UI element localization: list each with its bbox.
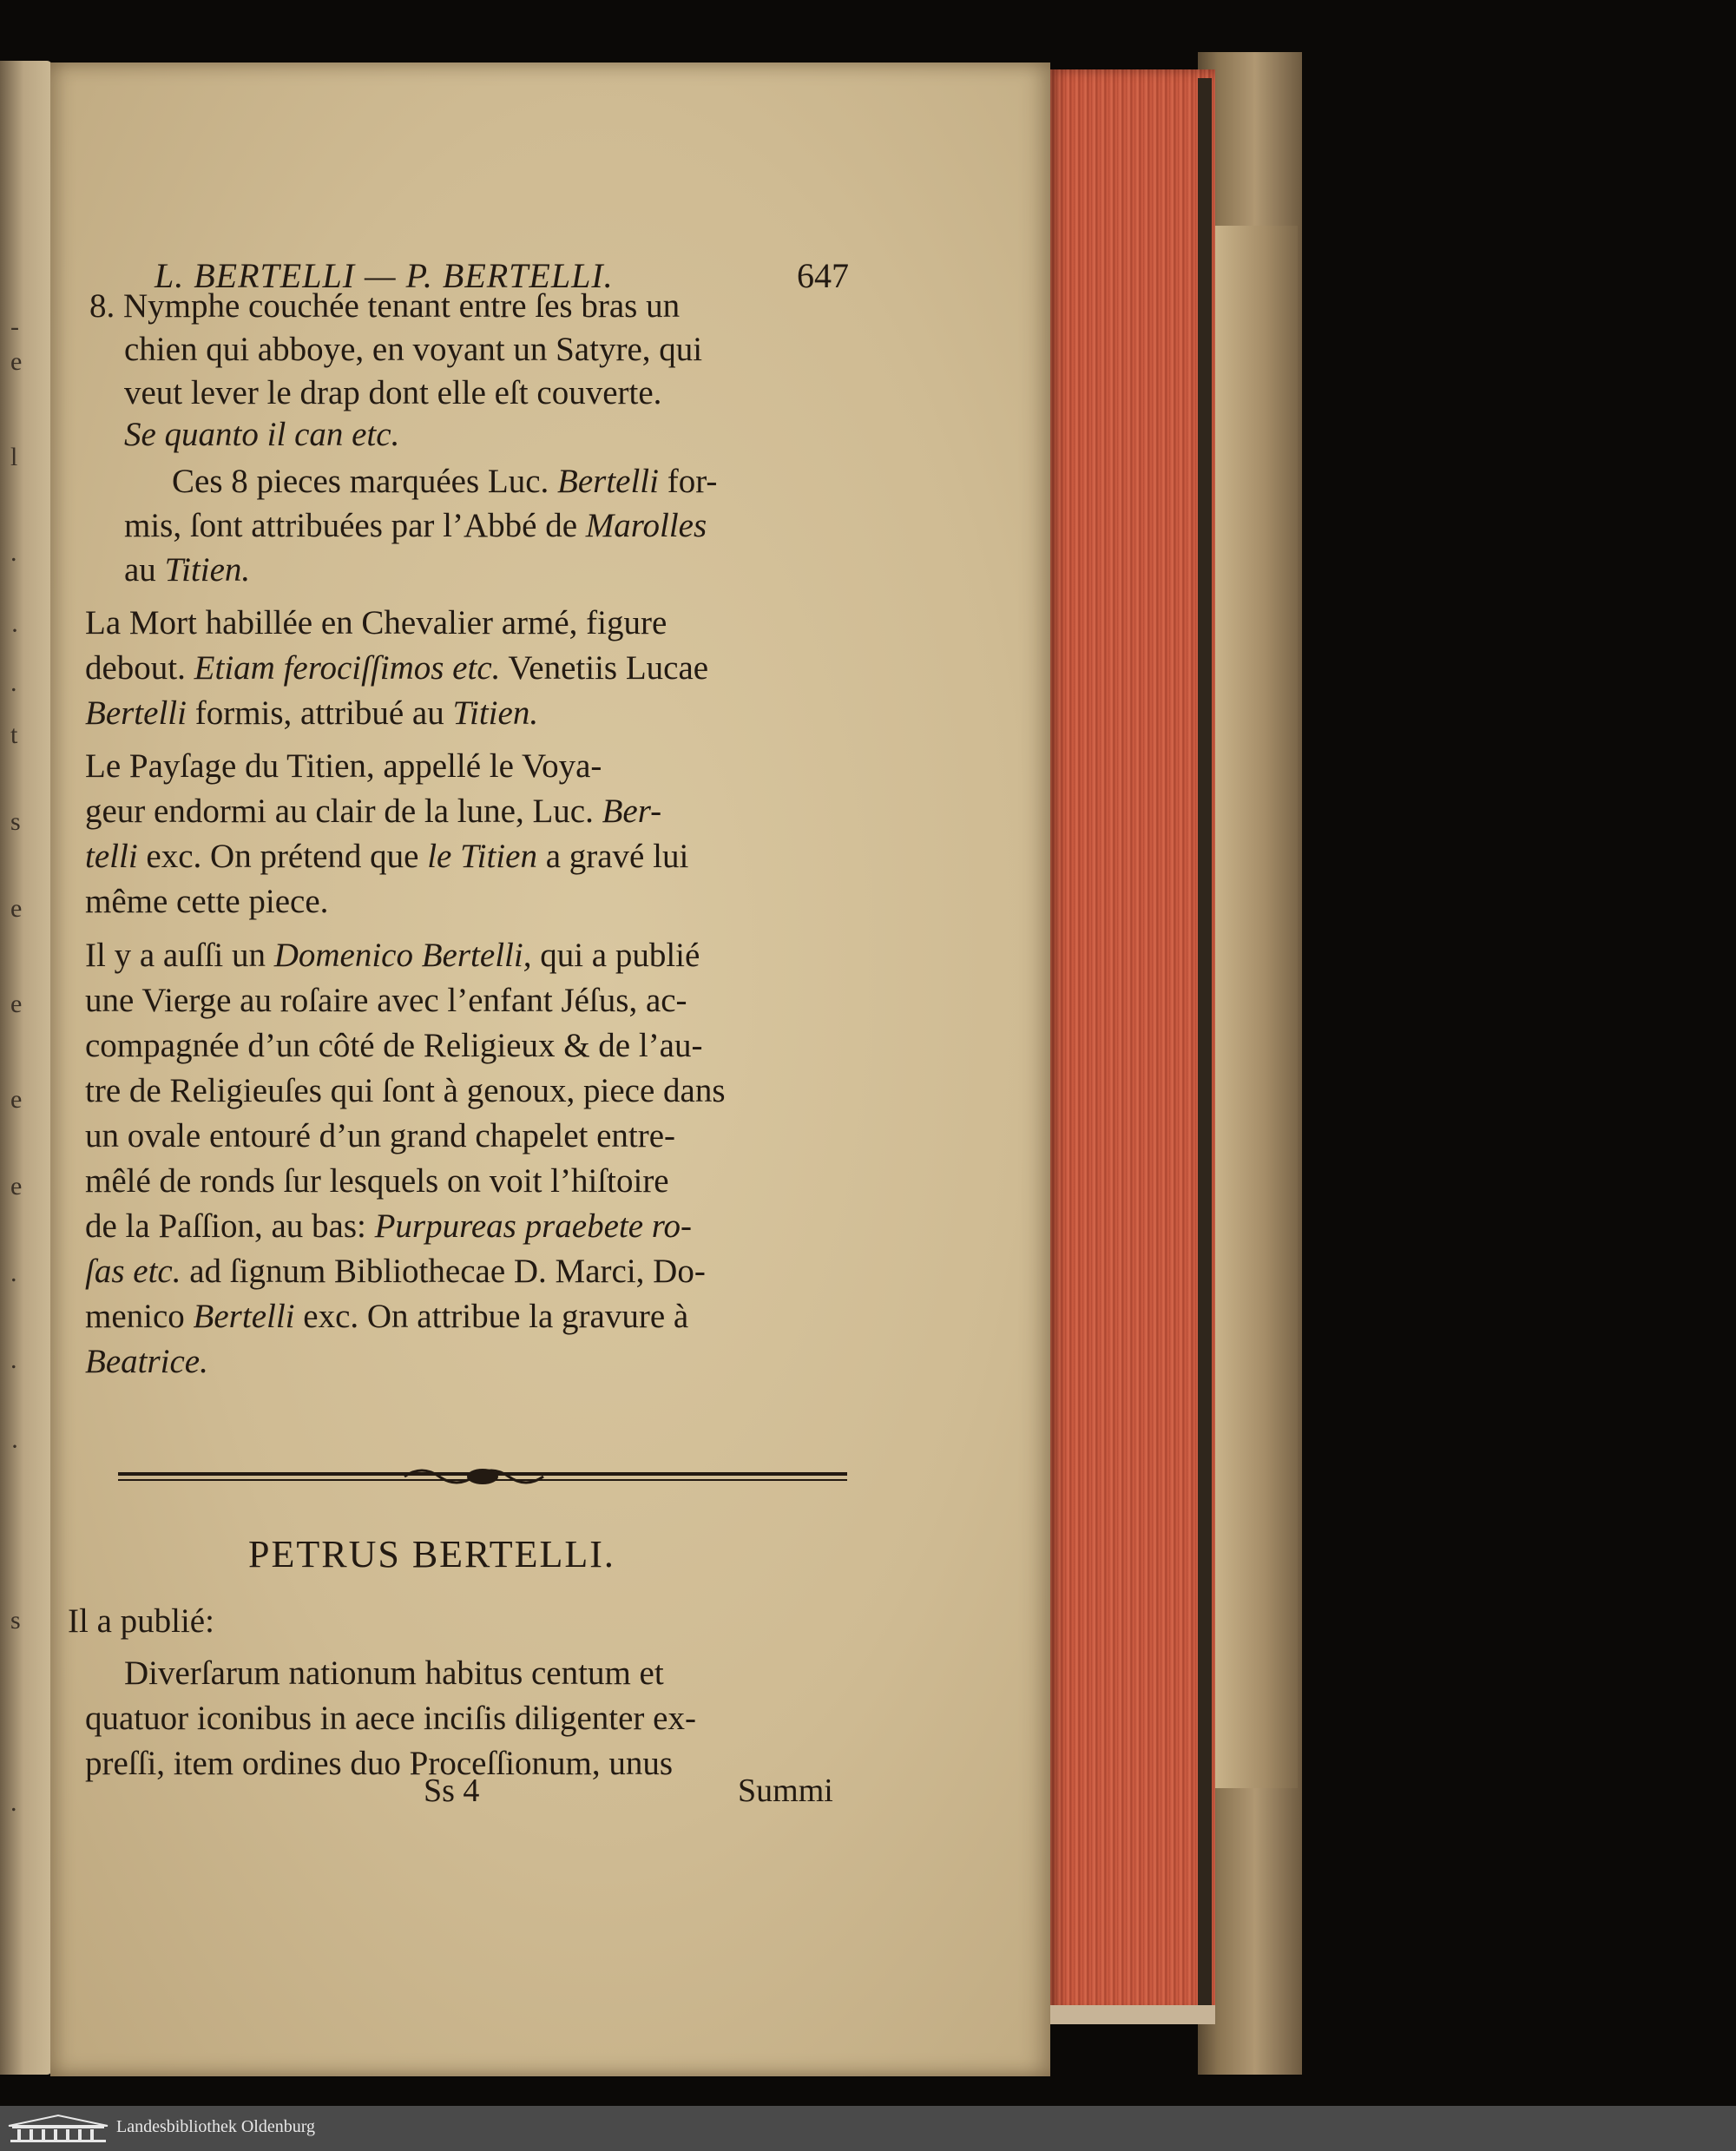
text-line — [85, 691, 538, 736]
section-heading: PETRUS BERTELLI. — [248, 1533, 615, 1575]
text-span: même cette piece. — [85, 883, 329, 920]
italic-text: Se quanto il can etc. — [124, 416, 400, 453]
text-line — [124, 1651, 664, 1696]
book-cover-edge-inner — [1215, 226, 1298, 1788]
text-line — [85, 1023, 702, 1069]
text-span: menico — [85, 1298, 194, 1335]
catchword: Summi — [738, 1773, 833, 1809]
text-line — [85, 834, 688, 879]
text-span: veut lever le drap dont elle eſt couverte. — [124, 374, 662, 411]
binding-shadow — [1198, 78, 1212, 2023]
text-span: Ces 8 pieces marquées Luc. — [172, 463, 558, 500]
text-line — [85, 879, 328, 924]
text-span: a gravé lui — [536, 838, 689, 875]
text-line — [124, 371, 661, 416]
italic-text: Beatrice. — [85, 1343, 208, 1380]
text-line — [85, 1069, 726, 1114]
text-line — [85, 1249, 706, 1294]
text-span: Venetiis Lucae — [500, 649, 709, 687]
text-line — [85, 978, 687, 1023]
text-span: preſſi, item ordines duo Proceſſionum, unus — [85, 1745, 673, 1782]
text-span: tre de Religieuſes qui ſont à genoux, piece dans — [85, 1072, 726, 1109]
text-span: Il a publié: — [68, 1602, 214, 1640]
text-span: debout. — [85, 649, 194, 687]
italic-text: Etiam ferociſſimos etc. — [194, 649, 501, 687]
text-line — [85, 1339, 208, 1385]
text-span: compagnée d’un côté de Religieux & de l’au- — [85, 1027, 703, 1064]
italic-text: Ber- — [602, 793, 662, 830]
italic-text: telli — [85, 838, 138, 875]
previous-page-edge: - e l . · . t s e e e e . . · s . — [0, 61, 52, 2075]
text-line — [85, 1159, 669, 1204]
text-span: qui a publié — [531, 937, 700, 974]
text-line — [85, 1114, 675, 1159]
text-line — [124, 327, 702, 372]
text-line — [85, 789, 661, 834]
italic-text: Titien. — [452, 694, 539, 732]
text-span: exc. On attribue la gravure à — [294, 1298, 689, 1335]
page-edges-bottom — [1046, 2005, 1215, 2024]
italic-text: Titien. — [164, 551, 251, 589]
text-span: de la Paſſion, au bas: — [85, 1207, 375, 1245]
italic-text: Marolles — [585, 507, 707, 544]
text-span: ad ſignum Bibliothecae D. Marci, Do- — [181, 1253, 706, 1290]
library-footer-bar — [0, 2106, 1736, 2151]
text-span: un ovale entouré d’un grand chapelet entre- — [85, 1117, 676, 1154]
text-line — [85, 646, 708, 691]
text-span: La Mort habillée en Chevalier armé, figure — [85, 604, 667, 641]
text-span: geur endormi au clair de la lune, Luc. — [85, 793, 602, 830]
text-span: 8. Nymphe couchée tenant entre ſes bras un — [89, 287, 681, 325]
text-line — [89, 284, 680, 329]
red-page-edges — [1049, 69, 1215, 2014]
text-line — [85, 1294, 688, 1339]
text-span: mis, ſont attribuées par l’Abbé de — [124, 507, 586, 544]
text-line — [85, 933, 700, 978]
italic-text: Bertelli — [193, 1298, 295, 1335]
italic-text: Bertelli — [557, 463, 659, 500]
italic-text: le Titien — [427, 838, 537, 875]
text-line — [172, 459, 717, 504]
italic-text: Purpureas praebete ro- — [374, 1207, 692, 1245]
ornamental-divider — [118, 1464, 847, 1490]
text-span: mêlé de ronds ſur lesquels on voit l’hiſtoire — [85, 1162, 669, 1200]
italic-text: ſas etc. — [85, 1253, 181, 1290]
text-line — [124, 503, 707, 549]
italic-text: Domenico Bertelli, — [273, 937, 532, 974]
text-span: Le Payſage du Titien, appellé le Voya- — [85, 747, 602, 785]
text-span: quatuor iconibus in aece inciſis diligenter ex- — [85, 1700, 696, 1737]
text-span: exc. On prétend que — [137, 838, 428, 875]
text-span: for- — [658, 463, 718, 500]
text-span: formis, attribué au — [186, 694, 453, 732]
running-title: L. BERTELLI — P. BERTELLI. — [155, 256, 614, 295]
text-line — [85, 1741, 673, 1786]
page-number: 647 — [797, 256, 849, 295]
text-line — [124, 412, 399, 457]
text-line — [85, 1204, 692, 1249]
text-span: une Vierge au roſaire avec l’enfant Jéſus, ac- — [85, 982, 687, 1019]
text-line — [85, 744, 602, 789]
book-page — [50, 62, 1050, 2076]
italic-text: Bertelli — [85, 694, 187, 732]
library-name: Landesbibliothek Oldenburg — [116, 2117, 316, 2136]
text-span: Il y a auſſi un — [85, 937, 274, 974]
text-span: Diverſarum nationum habitus centum et — [124, 1654, 664, 1692]
text-line — [85, 601, 667, 646]
text-line — [68, 1599, 214, 1644]
text-line — [85, 1696, 696, 1741]
text-line — [124, 548, 250, 593]
text-span: chien qui abboye, en voyant un Satyre, qui — [124, 331, 703, 368]
signature-mark: Ss 4 — [424, 1773, 480, 1809]
library-building-icon — [7, 2114, 109, 2143]
text-span: au — [124, 551, 165, 589]
